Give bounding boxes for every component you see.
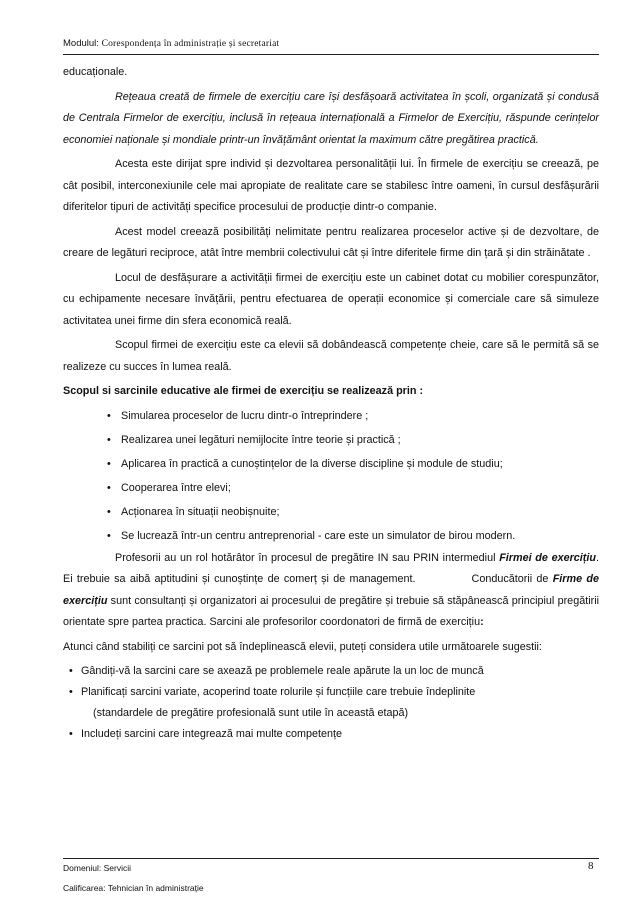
paragraph: Acest model creează posibilități nelimitate pentru realizarea proceselor active și de dezvoltare, de creare de legături reciproce, atât între membrii colectivului cât și între diferitele firme din țară și din străinătate . — [63, 225, 599, 259]
bullet-icon: • — [107, 481, 111, 494]
list-item-text: Planificați sarcini variate, acoperind toate rolurile și funcțiile care trebuie îndeplinite — [81, 686, 476, 698]
bullet-icon: • — [69, 728, 73, 740]
bullet-icon: • — [69, 665, 73, 677]
list-item-text: Includeți sarcini care integrează mai multe competențe — [81, 728, 343, 740]
emphasis: Firmei de exercițiu — [499, 551, 596, 564]
list-item — [63, 502, 599, 523]
bullet-icon: • — [107, 433, 111, 446]
bullet-icon: • — [107, 457, 111, 470]
list-item-continuation: (standardele de pregătire profesională sunt utile în această etapă) — [93, 707, 409, 719]
paragraph: Profesorii au un rol hotărâtor în procesul de pregătire IN sau PRIN intermediul Firmei de exercițiu. Ei trebuie sa aibă aptitudini și cunoștințe de comerț și de management. Conducătorii de Firme de exercițiu sunt consultanți și organizatori ai procesului de pregătire și trebuie să stăpânească principiul pregătirii orientate spre partea practica. Sarcini ale profesorilor coordonatori de firmă de exercițiu: — [63, 551, 599, 628]
list-item — [63, 478, 599, 499]
list-item — [63, 454, 599, 475]
list-item-text: Se lucrează într-un centru antreprenorial - care este un simulator de birou modern. — [121, 529, 516, 542]
bullet-icon: • — [107, 409, 111, 422]
footer-domain: Domeniul: Servicii — [63, 863, 132, 873]
footer-qualification: Calificarea: Tehnician în administrație — [63, 883, 204, 893]
list-item-text: Aplicarea în practică a cunoștințelor de la diverse discipline și module de studiu; — [121, 457, 503, 470]
list-item — [63, 724, 599, 745]
header-divider — [63, 54, 599, 55]
emphasis: Firme de exercițiu — [63, 573, 599, 607]
list-item-text: Acționarea în situații neobișnuite; — [121, 505, 280, 518]
section-heading: Scopul si sarcinile educative ale firmei de exercițiu se realizează prin : — [63, 385, 424, 397]
suggestions-list — [63, 661, 599, 745]
list-item — [63, 661, 599, 682]
page-content — [63, 62, 599, 745]
bullet-icon: • — [107, 505, 111, 518]
footer-divider — [63, 858, 599, 859]
paragraph: Scopul firmei de exercițiu este ca elevii să dobândească competențe cheie, care să le permită să se realizeze cu succes în lumea reală. — [63, 339, 599, 373]
module-label: Modulul: — [63, 38, 99, 49]
list-item-text: Realizarea unei legături nemijlocite între teorie și practică ; — [121, 433, 401, 446]
list-item — [63, 406, 599, 427]
page-number: 8 — [588, 860, 594, 872]
list-item-text: Cooperarea între elevi; — [121, 481, 231, 494]
page-header — [63, 38, 599, 50]
module-title: Corespondența în administrație și secretariat — [101, 39, 280, 49]
bullet-icon: • — [69, 686, 73, 698]
list-item — [63, 526, 599, 547]
list-item-text: Simularea proceselor de lucru dintr-o întreprindere ; — [121, 409, 369, 422]
bullet-list — [63, 406, 599, 547]
paragraph: Atunci când stabiliți ce sarcini pot să îndeplinească elevii, puteți considera utile următoarele sugestii: — [63, 640, 542, 653]
list-item — [63, 430, 599, 451]
list-item — [63, 682, 599, 703]
paragraph: Locul de desfășurare a activității firmei de exercițiu este un cabinet dotat cu mobilier corespunzător, cu echipamente necesare învățării, pentru efectuarea de operații economice și comerciale care să simuleze activitatea unei firme din sfera economică reală. — [63, 271, 599, 327]
paragraph: Rețeaua creată de firmele de exercițiu care își desfășoară activitatea în școli, organizată și condusă de Centrala Firmelor de exercițiu, inclusă în rețeaua internațională a Firmelor de Exercițiu, răspunde cerințelor economiei naționale și mondiale printr-un învățământ orientat la maximum către pregătirea practică. — [63, 90, 599, 146]
bullet-icon: • — [107, 529, 111, 542]
paragraph: educaționale. — [63, 66, 128, 78]
list-item-text: Gândiți-vă la sarcini care se axează pe problemele reale apărute la un loc de muncă — [81, 665, 484, 677]
paragraph: Acesta este dirijat spre individ și dezvoltarea personalității lui. În firmele de exercițiu se creează, pe cât posibil, interconexiunile cele mai apropiate de realitate care se stabilesc între oameni, în cursul desfășurării diferitelor tipuri de activități specifice procesului de producție dintr-o companie. — [63, 158, 599, 213]
